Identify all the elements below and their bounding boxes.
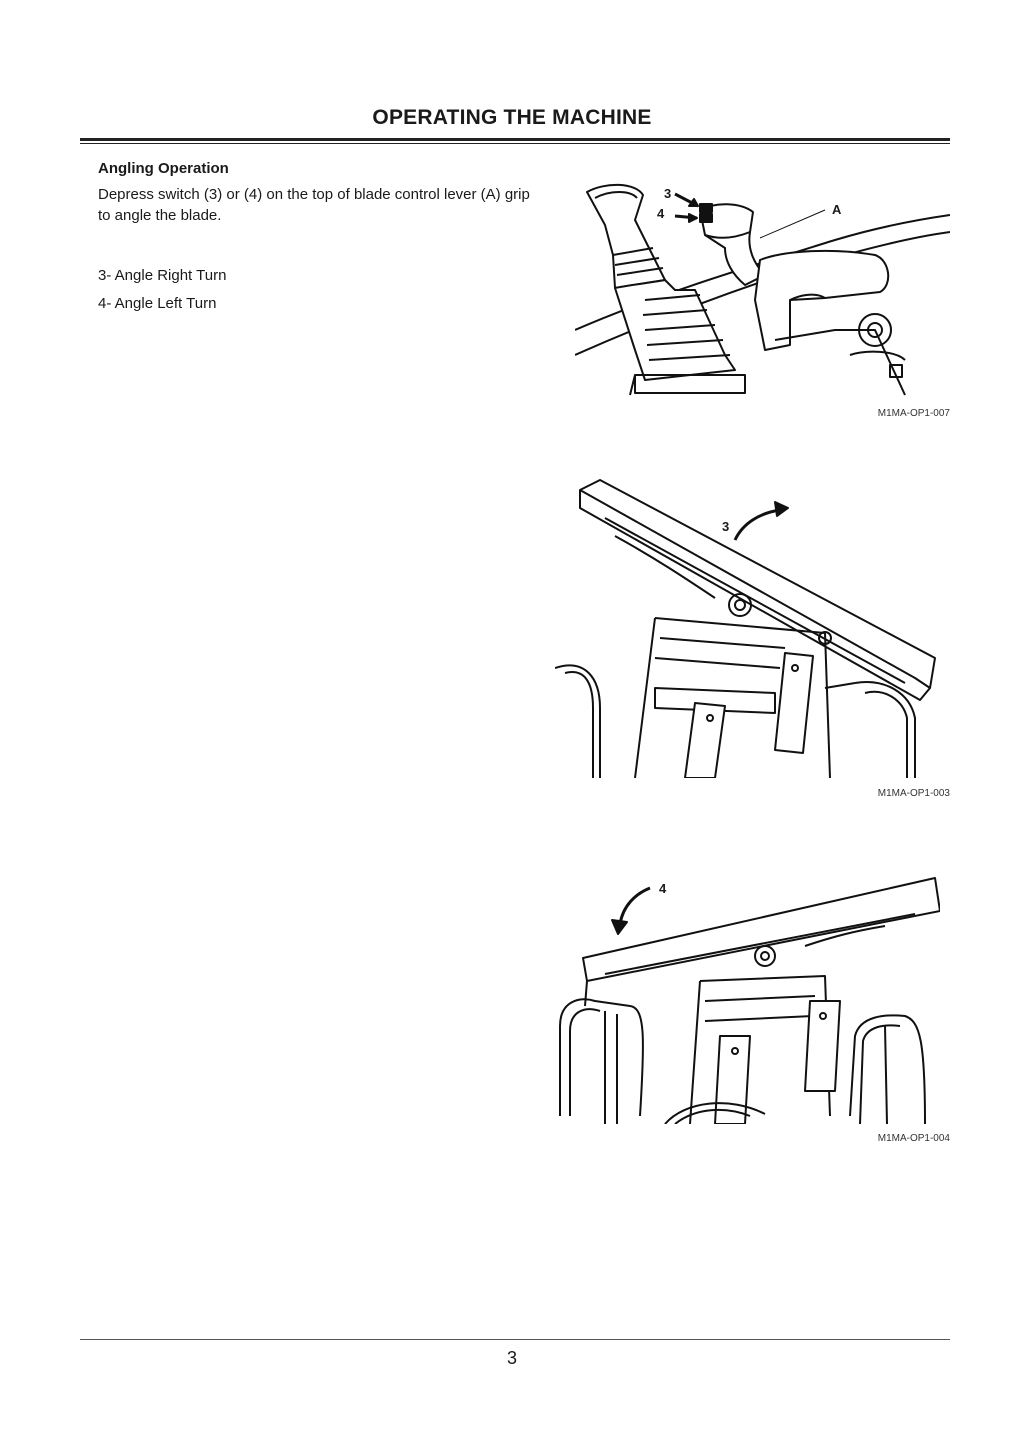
- page-title: OPERATING THE MACHINE: [372, 106, 652, 129]
- header-rule-thick: [80, 138, 950, 141]
- figure-blade-left: [555, 876, 940, 1124]
- section-title: Angling Operation: [98, 160, 229, 177]
- callout-label: A: [832, 202, 842, 217]
- callout-label: 3: [664, 186, 672, 201]
- figure-code: M1MA-OP1-007: [877, 408, 950, 419]
- figure-code: M1MA-OP1-003: [877, 788, 950, 799]
- function-list: [98, 266, 226, 322]
- callout-label: 4: [659, 881, 667, 896]
- callout-label: 4: [657, 206, 665, 221]
- list-item: 4- Angle Left Turn: [98, 295, 217, 312]
- page-number: 3: [506, 1348, 517, 1368]
- callout-label: 3: [722, 519, 730, 534]
- figure-control-lever: [575, 180, 950, 402]
- figure-code: M1MA-OP1-004: [877, 1133, 950, 1144]
- section-body: Depress switch (3) or (4) on the top of blade control lever (A) grip to angle the blade.: [98, 186, 530, 224]
- footer-rule: [80, 1339, 950, 1340]
- list-item: 3- Angle Right Turn: [98, 267, 227, 284]
- header-rule-thin: [80, 143, 950, 144]
- figure-blade-right: [555, 478, 940, 778]
